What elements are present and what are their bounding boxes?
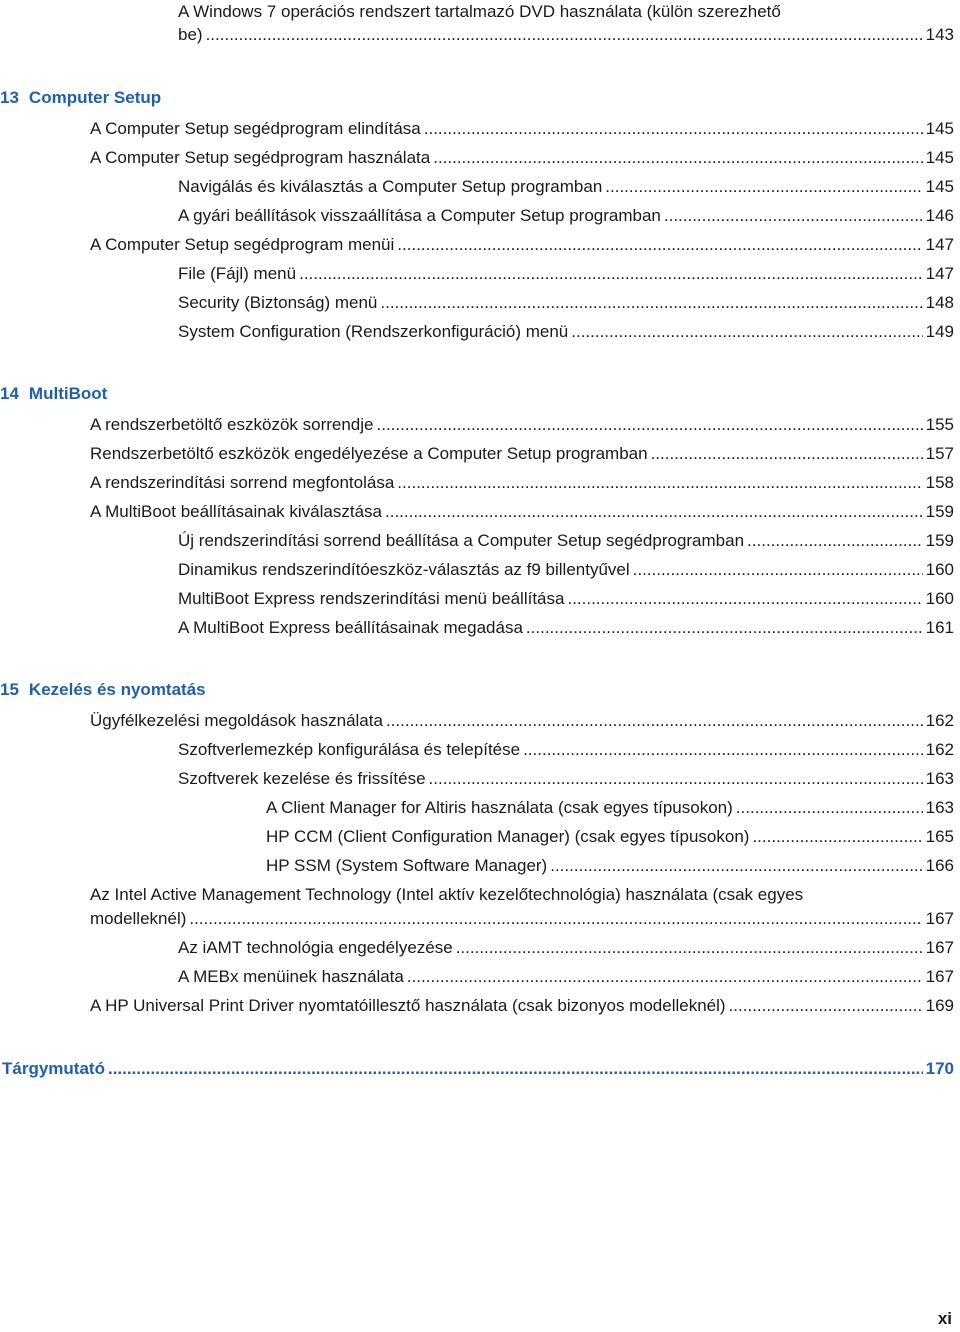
toc-page-number: 147 (925, 264, 954, 283)
chapter-heading-13[interactable] (0, 86, 161, 110)
dot-leader (567, 587, 922, 611)
toc-entry-title: Dinamikus rendszerindítóeszköz-választás az f9 billentyűvel (178, 560, 630, 579)
toc-page-number: 159 (925, 502, 954, 521)
toc-entry[interactable] (0, 442, 960, 466)
toc-page-number: 160 (925, 589, 954, 608)
toc-page-number: 163 (925, 798, 954, 817)
toc-entry-title: System Configuration (Rendszerkonfiguráció) menü (178, 322, 569, 341)
dot-leader (523, 738, 923, 762)
toc-page-number: 167 (925, 909, 954, 928)
toc-entry[interactable] (0, 587, 960, 611)
dot-leader (456, 936, 923, 960)
dot-leader (526, 616, 923, 640)
chapter-number: 14 (0, 384, 19, 403)
dot-leader (550, 854, 922, 878)
toc-entry[interactable] (0, 175, 960, 199)
dot-leader (747, 529, 923, 553)
chapter-number: 13 (0, 88, 19, 107)
toc-entry[interactable] (0, 204, 960, 228)
chapter-number: 15 (0, 680, 19, 699)
toc-entry-title: A HP Universal Print Driver nyomtatóillesztő használata (csak bizonyos modelleknél) (90, 996, 726, 1015)
toc-page-number: 163 (925, 769, 954, 788)
dot-leader (651, 442, 923, 466)
toc-page-number: 155 (925, 415, 954, 434)
toc-page-number: 145 (925, 119, 954, 138)
toc-page-number: 161 (925, 618, 954, 637)
toc-entry-title: A Computer Setup segédprogram elindítása (90, 119, 421, 138)
toc-page-number: 159 (925, 531, 954, 550)
toc-entry-title: File (Fájl) menü (178, 264, 297, 283)
toc-page-number: 167 (925, 967, 954, 986)
dot-leader (380, 291, 922, 315)
toc-entry-title: Security (Biztonság) menü (178, 293, 378, 312)
toc-entry-title: Szoftverek kezelése és frissítése (178, 769, 426, 788)
toc-entry-title: be) (178, 25, 203, 44)
chapter-title: MultiBoot (28, 384, 108, 403)
toc-entry-amt[interactable] (0, 907, 960, 931)
toc-page-number: 160 (925, 560, 954, 579)
toc-page-number: 148 (925, 293, 954, 312)
toc-page-number: 147 (925, 235, 954, 254)
toc-entry[interactable] (0, 994, 960, 1018)
toc-entry-index[interactable] (0, 1057, 960, 1081)
toc-page-number: 149 (925, 322, 954, 341)
toc-page-number: 162 (925, 711, 954, 730)
toc-page-number: 158 (925, 473, 954, 492)
dot-leader (429, 767, 923, 791)
toc-entry-title: MultiBoot Express rendszerindítási menü beállítása (178, 589, 565, 608)
dot-leader (664, 204, 923, 228)
toc-entry-title: HP SSM (System Software Manager) (266, 856, 548, 875)
toc-page-number: 145 (925, 177, 954, 196)
dot-leader (206, 23, 923, 47)
toc-entry-title: HP CCM (Client Configuration Manager) (csak egyes típusokon) (266, 827, 750, 846)
toc-entry-dvd[interactable] (0, 23, 960, 47)
toc-entry-title: A rendszerbetöltő eszközök sorrendje (90, 415, 374, 434)
toc-entry[interactable] (0, 709, 960, 733)
dot-leader (571, 320, 922, 344)
toc-entry[interactable] (0, 965, 960, 989)
dot-leader (386, 709, 923, 733)
toc-entry-title: A gyári beállítások visszaállítása a Computer Setup programban (178, 206, 661, 225)
chapter-heading-14[interactable] (0, 382, 107, 406)
toc-entry-title: A Computer Setup segédprogram használata (90, 148, 431, 167)
toc-entry[interactable] (0, 854, 960, 878)
toc-entry-title: Rendszerbetöltő eszközök engedélyezése a Computer Setup programban (90, 444, 648, 463)
page-number-footer: xi (937, 1309, 952, 1328)
toc-page-number: 166 (925, 856, 954, 875)
toc-entry[interactable] (0, 796, 960, 820)
dot-leader (605, 175, 922, 199)
toc-entry[interactable] (0, 413, 960, 437)
index-title: Tárgymutató (2, 1059, 105, 1078)
dot-leader (424, 117, 923, 141)
toc-entry[interactable] (0, 146, 960, 170)
toc-page-number: 143 (925, 25, 954, 44)
toc-entry[interactable] (0, 936, 960, 960)
toc-entry-title: A MEBx menüinek használata (178, 967, 404, 986)
toc-entry-title: modelleknél) (90, 909, 187, 928)
toc-page-number: 146 (925, 206, 954, 225)
toc-entry[interactable] (0, 825, 960, 849)
toc-entry-title: A MultiBoot beállításainak kiválasztása (90, 502, 382, 521)
toc-entry[interactable] (0, 117, 960, 141)
toc-entry-title: Az iAMT technológia engedélyezése (178, 938, 453, 957)
dot-leader (299, 262, 923, 286)
dot-leader (729, 994, 923, 1018)
toc-entry[interactable] (0, 767, 960, 791)
toc-page-number: 167 (925, 938, 954, 957)
chapter-title: Kezelés és nyomtatás (28, 680, 206, 699)
toc-entry[interactable] (0, 320, 960, 344)
toc-entry-title: A rendszerindítási sorrend megfontolása (90, 473, 395, 492)
dot-leader (397, 233, 922, 257)
toc-entry-title: Új rendszerindítási sorrend beállítása a Computer Setup segédprogramban (178, 531, 745, 550)
toc-entry-title: Szoftverlemezkép konfigurálása és telepítése (178, 740, 521, 759)
toc-entry-amt-line1: Az Intel Active Management Technology (Intel aktív kezelőtechnológia) használata (csak egyes (90, 885, 804, 904)
toc-entry[interactable] (0, 558, 960, 582)
toc-entry-dvd-line1: A Windows 7 operációs rendszert tartalmazó DVD használata (külön szerezhető (178, 2, 781, 21)
toc-entry[interactable] (0, 291, 960, 315)
toc-entry[interactable] (0, 262, 960, 286)
toc-page-number: 169 (925, 996, 954, 1015)
toc-entry-title: Navigálás és kiválasztás a Computer Setup programban (178, 177, 603, 196)
dot-leader (407, 965, 923, 989)
dot-leader (385, 500, 923, 524)
chapter-heading-15[interactable] (0, 678, 206, 702)
dot-leader (189, 907, 922, 931)
toc-entry[interactable] (0, 738, 960, 762)
dot-leader (633, 558, 923, 582)
toc-entry[interactable] (0, 616, 960, 640)
toc-entry-title: A MultiBoot Express beállításainak megadása (178, 618, 523, 637)
chapter-title: Computer Setup (28, 88, 162, 107)
toc-page-number: 162 (925, 740, 954, 759)
dot-leader (397, 471, 922, 495)
toc-entry[interactable] (0, 500, 960, 524)
dot-leader (752, 825, 922, 849)
toc-page-number: 145 (925, 148, 954, 167)
toc-entry[interactable] (0, 529, 960, 553)
dot-leader (433, 146, 922, 170)
toc-page-number: 157 (925, 444, 954, 463)
toc-page-number: 165 (925, 827, 954, 846)
toc-entry[interactable] (0, 471, 960, 495)
dot-leader (108, 1057, 923, 1081)
toc-entry-title: A Computer Setup segédprogram menüi (90, 235, 395, 254)
toc-entry-title: A Client Manager for Altiris használata (csak egyes típusokon) (266, 798, 733, 817)
toc-page-number: 170 (925, 1059, 954, 1078)
toc-entry-title: Ügyfélkezelési megoldások használata (90, 711, 383, 730)
dot-leader (736, 796, 923, 820)
dot-leader (377, 413, 923, 437)
toc-entry[interactable] (0, 233, 960, 257)
